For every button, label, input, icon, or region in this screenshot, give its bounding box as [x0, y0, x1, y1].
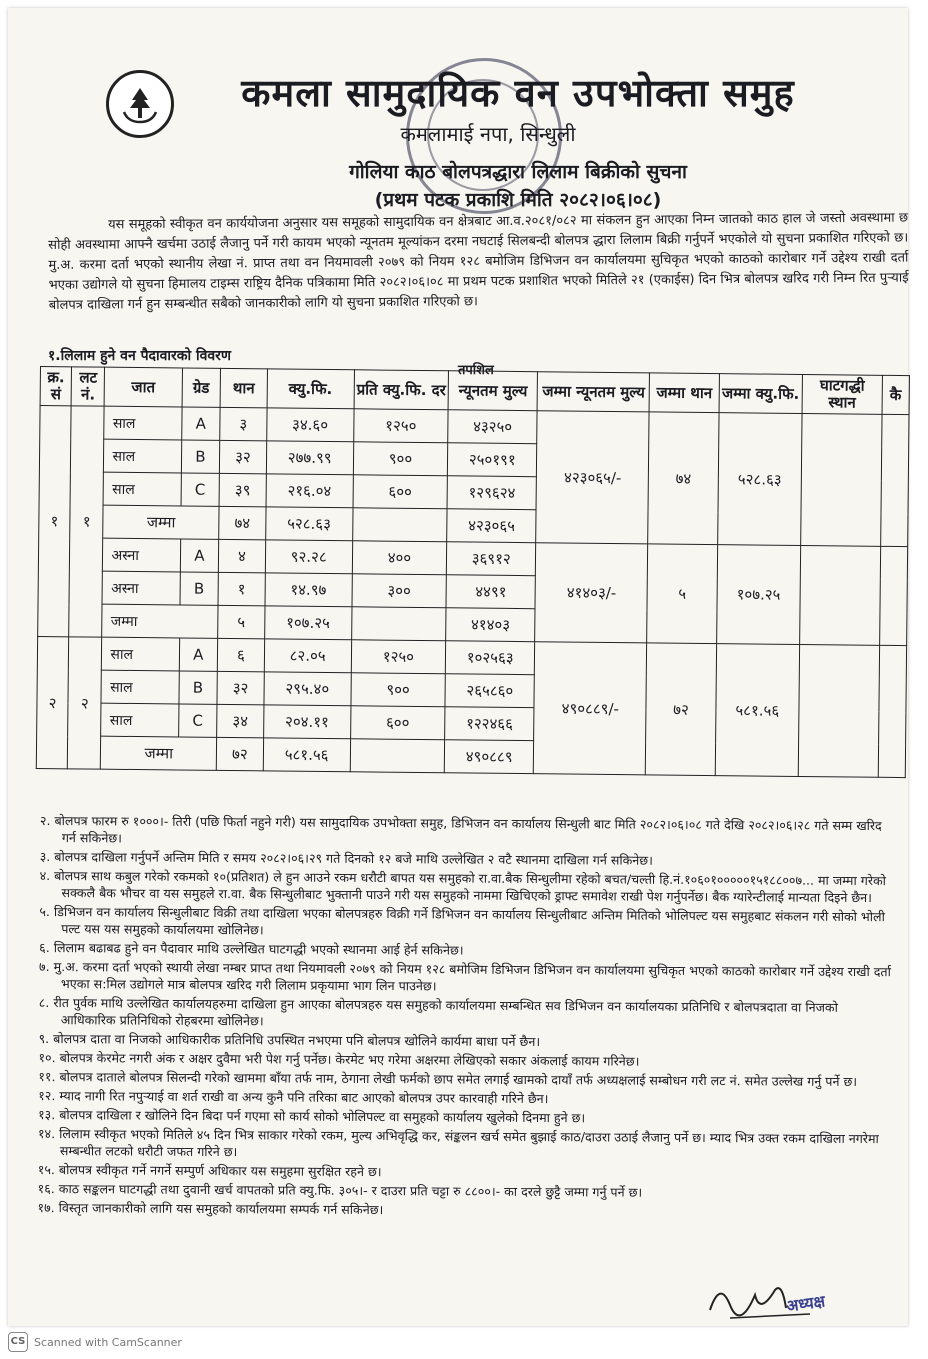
cell-cuft: ९२.२८: [265, 540, 352, 574]
cell-total-cuft: १०७.२५: [716, 545, 800, 645]
organization-address: कमलामाई नपा, सिन्धुली: [400, 122, 576, 146]
list-item: १२. म्याद नागी रित नपुऱ्याई वा शर्त राखी वा अन्य कुनै पनि तरिका बाट आएको बोलपत्र उपर कारवाही गरिने छैन।: [38, 1087, 549, 1107]
cell-species: अस्ना: [102, 571, 179, 605]
cell-pieces: १: [218, 572, 265, 605]
cell-remarks: [880, 414, 909, 546]
list-item: ७. मु.अ. करमा दर्ता भएको स्थायी लेखा नम्बर प्राप्त तथा नियमावली २०७९ को नियम १२८ बमोजिम डिभिजन डिभिजन वन कार्यालयमा सुचिकृत भएको काठको कारोबार गर्ने उद्देश्य राखी दर्ता भएका स:मिल उद्योगले मात्र बोलपत्र खरिद गरी लिलाम प्रकृयामा भाग लिन पाउनेछ।: [39, 958, 891, 994]
intro-text: यस समूहको स्वीकृत वन कार्ययोजना अनुसार यस समूहको सामुदायिक वन क्षेत्रबाट आ.व.२०८१/०८२ मा संकलन हुन आएका निम्न जातको काठ हाल जे जस्तो अवस्थामा छ सोही अवस्थामा आफ्नै खर्चमा उठाई लैजानु पर्ने गरी कायम भएको न्यूनतम मूल्यांकन दरमा नघटाई सिलबन्दी बोलपत्र द्धारा लिलाम बिक्री गर्नुपर्ने भएकोले यो सुचना प्रकाशित गरिएको छ। मु.अ. करमा दर्ता भएको स्थानीय लेखा नं. प्राप्त तथा वन नियमावली २०७९ को नियम १२८ बमोजिम डिभिजन वन कार्यालयमा सुचिकृत भएको काठको कारोबार गर्ने उद्देश्य राखी दर्ता भएका उद्योगले यो सुचना हिमालय टाइम्स राष्ट्रिय दैनिक पत्रिकामा मिति २०८२।०६।०८ मा प्रथम पटक प्रशाशित भएको मितिले २१ (एकाईस) दिन भित्र बोलपत्र खरिद गरी निम्न रित पुऱ्याई बोलपत्र दाखिला गर्न हुन सम्बन्धीत सबैको जानकारीको लागि यो सुचना प्रकाशित गरिएको छ।: [48, 210, 909, 313]
cell-cuft: ३४.६०: [266, 408, 353, 442]
cell-pieces: ५: [218, 605, 265, 638]
cell-total-min-price: ४२३०६५/-: [536, 411, 650, 544]
cell-cuft: २०४.११: [263, 705, 350, 739]
cell-min-price: २६५८६०: [445, 674, 534, 708]
col-header-min-price: न्यूनतम मुल्य: [448, 371, 538, 411]
cell-grade: A: [180, 539, 219, 572]
cell-rate: ९००: [351, 673, 446, 707]
cell-subtotal-label: जम्मा: [103, 505, 219, 539]
cell-total-cuft: ५८१.५६: [715, 644, 800, 777]
cell-cuft: २१६.०४: [266, 474, 353, 508]
cell-cuft: ५२८.६३: [265, 507, 352, 541]
cell-total-min-price: ४९०८८९/-: [534, 642, 648, 775]
col-header-total-pieces: जम्मा थान: [650, 373, 720, 413]
signature-scribble: [700, 1270, 860, 1330]
cell-min-price: २५०१९१: [448, 443, 537, 477]
cell-min-price: १२९६२४: [447, 476, 536, 510]
cell-rate: ३००: [352, 574, 447, 608]
list-item: ११. बोलपत्र दाताले बोलपत्र सिलन्दी गरेको खाममा बाँया तर्फ नाम, ठेगाना लेखी फर्मको छाप समेत लगाई खामको दायाँ तर्फ अध्यक्षलाई सम्बोधन गरी लट नं. समेत उल्लेख गर्नु पर्ने छ।: [38, 1068, 858, 1089]
list-item: १३. बोलपत्र दाखिला र खोलिने दिन बिदा पर्न गएमा सो कार्य सोको भोलिपल्ट वा समुहको कार्यालय खुलेको दिनमा हुने छ।: [38, 1106, 586, 1126]
scanner-footer: [8, 1330, 908, 1354]
cell-lot: १: [69, 406, 105, 637]
col-header-pieces: थान: [220, 368, 267, 407]
notice-title: गोलिया काठ बोलपत्रद्धारा लिलाम बिक्रीको सुचना: [349, 161, 687, 183]
cell-depot: [798, 644, 879, 777]
list-item: ३. बोलपत्र दाखिला गर्नुपर्ने अन्तिम मिति र समय २०८२।०६।२९ गते दिनको १२ बजे माथि उल्लेखित २ वटै स्थानमा दाखिला गर्न सकिनेछ।: [39, 848, 653, 868]
intro-paragraph: [48, 208, 909, 316]
col-header-rate: प्रति क्यु.फि. दर: [354, 370, 449, 410]
cell-species: साल: [104, 406, 181, 440]
cell-min-price: ४४९१: [446, 575, 535, 609]
timber-lot-table: [36, 366, 910, 778]
organization-name: कमला सामुदायिक वन उपभोक्ता समुह: [241, 71, 795, 115]
cell-min-price: १२२४६६: [445, 707, 534, 741]
list-item: ९. बोलपत्र दाता वा निजको आधिकारीक प्रतिनिधि उपस्थित नभएमा पनि बोलपत्र खोलिने कार्यमा बाधा पर्ने छैन।: [38, 1030, 541, 1050]
cell-sn: १: [38, 406, 72, 637]
cell-grade: C: [181, 473, 220, 506]
cell-subtotal-label: जम्मा: [101, 736, 217, 770]
cell-remarks: [878, 645, 907, 777]
col-header-lot: लट नं.: [71, 367, 105, 406]
cell-min-price: ४२३०६५: [447, 509, 536, 543]
cell-pieces: ७२: [216, 737, 263, 770]
cell-rate: ९००: [353, 442, 448, 476]
col-header-total-cuft: जम्मा क्यु.फि.: [719, 374, 803, 414]
cell-depot: [801, 413, 882, 546]
terms-list: [38, 812, 895, 1223]
cell-total-min-price: ४१४०३/-: [535, 543, 648, 643]
col-header-total-min-price: जम्मा न्यूनतम मुल्य: [537, 372, 650, 412]
signatory-title-stamp: अध्यक्ष: [784, 1291, 827, 1316]
col-header-cuft: क्यु.फि.: [267, 369, 354, 409]
cell-grade: B: [181, 440, 220, 473]
cell-depot: [800, 545, 881, 645]
cell-cuft: १४.९७: [265, 573, 352, 607]
cell-min-price: ४१४०३: [446, 608, 535, 642]
cell-pieces: ३: [220, 407, 267, 440]
cell-min-price: १०२५६३: [445, 641, 534, 675]
cell-rate: १२५०: [351, 640, 446, 674]
list-item: १६. काठ सङ्कलन घाटगद्धी तथा दुवानी खर्च वापतको प्रति क्यु.फि. ३०५।- र दाउरा प्रति चट्टा रु ८८००।- का दरले छुट्टै जम्मा गर्नु पर्ने छ।: [37, 1180, 643, 1200]
cell-species: साल: [104, 472, 181, 506]
organization-logo: [106, 70, 174, 138]
cell-rate: १२५०: [353, 409, 448, 443]
list-item: ६. लिलाम बढाबढ हुने वन पैदावार माथि उल्लेखित घाटगद्धी भएको स्थानमा आई हेर्न सकिनेछ।: [39, 939, 464, 958]
cell-min-price: ३६९१२: [447, 542, 536, 576]
cell-pieces: ४: [219, 539, 266, 572]
cell-cuft: २९५.४०: [264, 672, 351, 706]
tree-hand-icon: [118, 82, 162, 126]
cell-total-pieces: ७४: [648, 412, 719, 545]
cell-grade: B: [180, 572, 219, 605]
cell-remarks: [879, 546, 907, 645]
cell-min-price: ४९०८८९: [444, 740, 533, 774]
cell-subtotal-label: जम्मा: [102, 604, 218, 638]
table-caption: तपशिल: [458, 363, 494, 378]
list-item: २. बोलपत्र फारम रु १०००।- तिरी (पछि फिर्ता नहुने गरी) यस सामुदायिक उपभोक्ता समुह, डिभिजन वन कार्यालय सिन्धुली बाट मिति २०८२।०६।०८ गते देखि २०८२।०६।२८ गते सम्म खरिद गर्न सकिनेछ।: [39, 813, 882, 846]
cell-sn: २: [36, 636, 69, 768]
list-item: १४. लिलाम स्वीकृत भएको मितिले ४५ दिन भित्र साकार गरेको रकम, मुल्य अभिवृद्धि कर, संङ्कलन खर्च समेत बुझाई काठ/दाउरा उठाई लैजानु पर्ने छ। म्याद भित्र उक्त रकम दाखिला नगरेमा सम्बन्धीत लटको धरौटी जफत गरिने छ।: [37, 1125, 879, 1160]
cell-species: साल: [104, 439, 181, 473]
list-item: ४. बोलपत्र साथ कबुल गरेको रकमको १०(प्रतिशत) ले हुन आउने रकम धरौटी बापत यस समुहको रा.वा.बैक सिन्धुलीमा रहेको बचत/चल्ती हि.नं.१०६०१०००००१५१८८००७... मा जम्मा गरेको सक्कलै बैक भौचर वा यस समुहले रा.वा. बैक सिन्धुलीबाट भुक्तानी पाउने गरी यस समुहको नाममा खिचिएको ड्राफ्ट समावेश राखी पेश गर्नुपर्नेछ। बैक ग्यारेन्टीलाई मान्यता दिइने छैन।: [39, 867, 886, 906]
section-title: १.लिलाम हुने वन पैदावारको विवरण: [48, 348, 232, 364]
cell-rate: [351, 607, 446, 641]
cell-grade: A: [181, 407, 220, 440]
cell-grade: B: [178, 671, 217, 704]
col-header-sn: क्र. सं: [40, 367, 72, 406]
cell-rate: ४००: [352, 541, 447, 575]
cell-total-pieces: ५: [647, 544, 717, 644]
cell-cuft: १०७.२५: [264, 606, 351, 640]
list-item: ५. डिभिजन वन कार्यालय सिन्धुलीबाट विक्री तथा दाखिला भएका बोलपत्रहरु विक्री गर्ने डिभिजन वन कार्यालय सिन्धुलीबाट अन्तिम मितिको भोलिपल्ट यस समुहबाट संकलन गरी सोको भोली पल्ट यस यस समुहको कार्यालयमा खोलिनेछ।: [39, 903, 885, 938]
col-header-remarks: कै: [882, 375, 910, 414]
col-header-species: जात: [105, 367, 182, 407]
cell-pieces: ७४: [219, 506, 266, 539]
cell-pieces: ३९: [219, 473, 266, 506]
scanner-footer-text: Scanned with CamScanner: [34, 1335, 182, 1349]
cell-total-cuft: ५२८.६३: [717, 413, 802, 546]
col-header-grade: ग्रेड: [182, 368, 221, 407]
cell-cuft: २७७.९९: [266, 441, 353, 475]
list-item: १७. विस्तृत जानकारीको लागि यस समुहको कार्यालयमा सम्पर्क गर्न सकिनेछ।: [37, 1199, 384, 1218]
cell-rate: ६००: [353, 475, 448, 509]
list-item: १५. बोलपत्र स्वीकृत गर्ने नगर्ने सम्पुर्ण अधिकार यस समुहमा सुरक्षित रहने छ।: [37, 1161, 382, 1180]
list-item: १०. बोलपत्र केरमेट नगरी अंक र अक्षर दुवैमा भरी पेश गर्नु पर्नेछ। केरमेट भए गरेमा अक्षरमा लेखिएको सकार अंकलाई कायम गरिनेछ।: [38, 1049, 640, 1069]
cell-pieces: ३२: [217, 671, 264, 704]
cell-pieces: ३२: [220, 440, 267, 473]
cell-rate: [350, 739, 445, 773]
cell-min-price: ४३२५०: [448, 410, 537, 444]
cell-species: साल: [102, 637, 179, 671]
col-header-depot: घाटगद्धी स्थान: [802, 374, 882, 414]
cell-species: साल: [101, 670, 178, 704]
list-item: ८. रीत पुर्वक माथि उल्लेखित कार्यालयहरुमा दाखिला हुन आएका बोलपत्रहरु यस समुहको कार्यालयमा सम्बन्धित सव डिभिजन वन कार्यालयका प्रतिनिधि र बोलपत्रदाता वा निजको आधिकारिक प्रतिनिधिको रोहबरमा खोलिनेछ।: [38, 994, 838, 1029]
cell-lot: २: [68, 637, 103, 769]
cell-cuft: ८२.०५: [264, 639, 351, 673]
cell-grade: A: [179, 638, 218, 671]
cell-rate: [352, 508, 447, 542]
cell-pieces: ३४: [217, 704, 264, 737]
cell-species: अस्ना: [103, 538, 180, 572]
cell-total-pieces: ७२: [646, 643, 717, 776]
cell-rate: ६००: [350, 706, 445, 740]
camscanner-icon: CS: [8, 1332, 28, 1352]
publish-date: (प्रथम पटक प्रकाशि मिति २०८२।०६।०८): [374, 189, 662, 211]
cell-species: साल: [101, 703, 178, 737]
cell-grade: C: [178, 704, 217, 737]
cell-cuft: ५८१.५६: [263, 738, 350, 772]
cell-pieces: ६: [217, 638, 264, 671]
